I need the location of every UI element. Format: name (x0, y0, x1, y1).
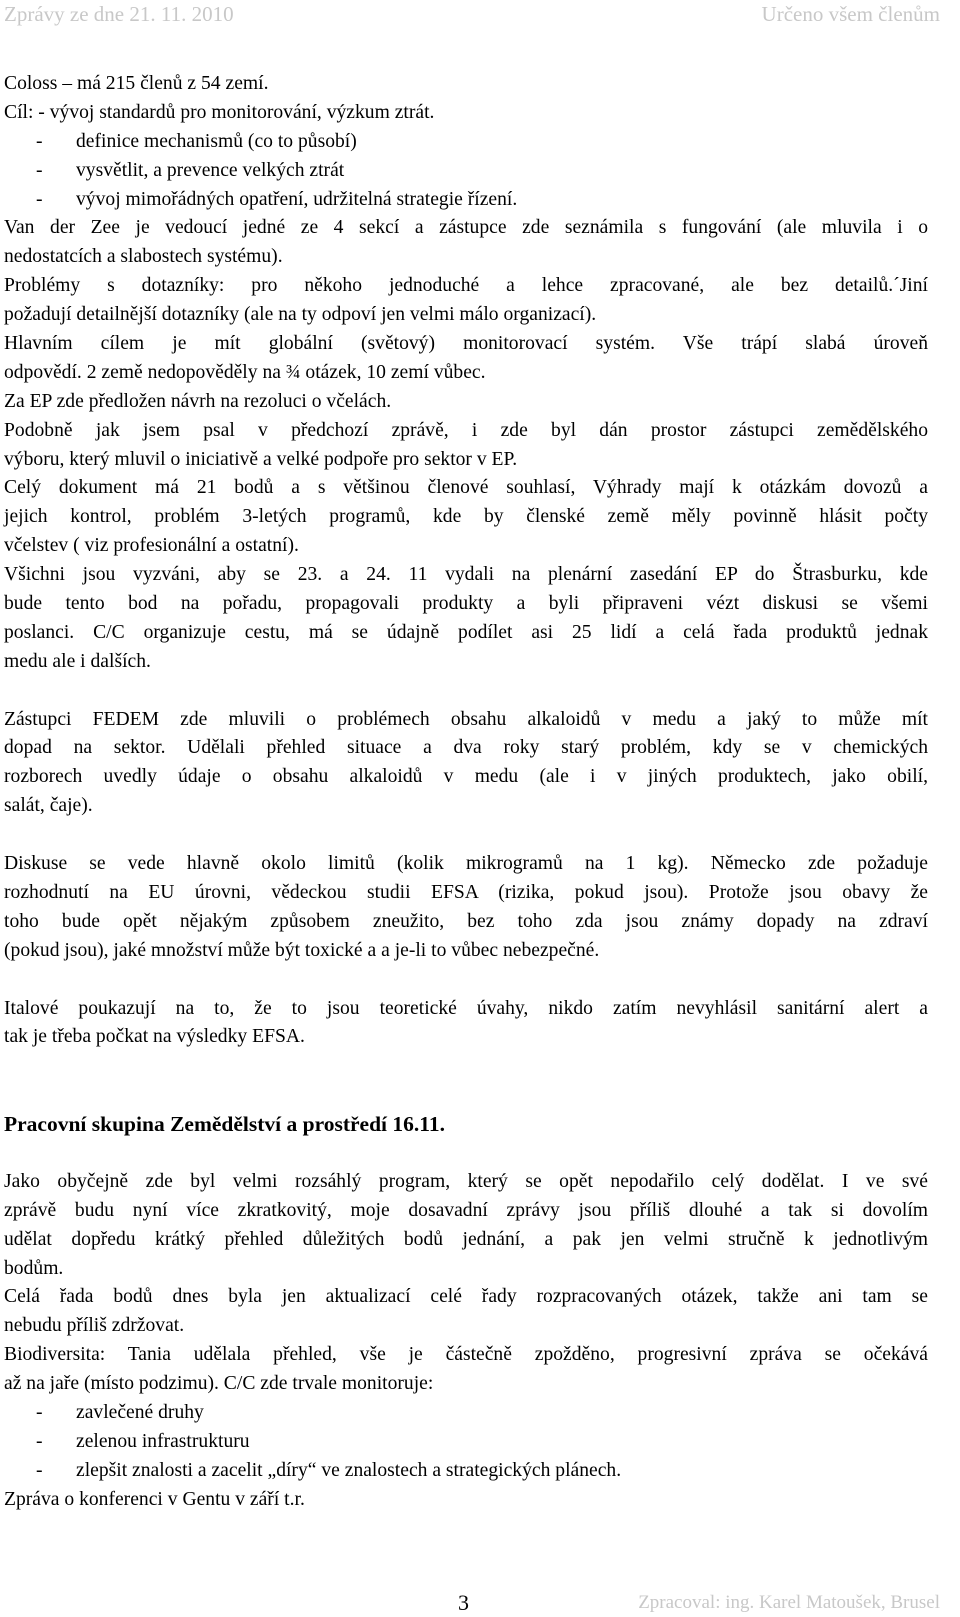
text-line: Jako obyčejně zde byl velmi rozsáhlý program, který se opět nepodařilo celý dodělat. I ve své (4, 1170, 928, 1192)
text-line: nebudu příliš zdržovat. (4, 1315, 185, 1337)
text-line: požadují detailnější dotazníky (ale na ty odpoví jen velmi málo organizací). (4, 304, 597, 326)
text-line: Italové poukazují na to, že to jsou teoretické úvahy, nikdo zatím nevyhlásil sanitární alert a (4, 997, 928, 1019)
text-line: Celá řada bodů dnes byla jen aktualizací celé řady rozpracovaných otázek, takže ani tam se (4, 1286, 928, 1308)
list-dash: - (36, 1401, 43, 1423)
text-line: zprávě budu nyní více zkratkovitý, moje dosavadní zprávy jsou příliš dlouhé a tak si dovolím (4, 1199, 928, 1221)
text-line: Van der Zee je vedoucí jedné ze 4 sekcí a zástupce zde seznámila s fungování (ale mluvila i o (4, 217, 928, 239)
list-item (4, 1399, 928, 1428)
header-audience: Určeno všem členům (761, 2, 940, 26)
list-dash: - (36, 1459, 43, 1481)
text-line: tak je třeba počkat na výsledky EFSA. (4, 1026, 305, 1048)
text-line: medu ale i dalších. (4, 650, 151, 672)
text-line: dopad na sektor. Udělali přehled situace a dva roky starý problém, kdy se v chemických (4, 737, 928, 759)
list-item (4, 128, 928, 157)
text-line: až na jaře (místo podzimu). C/C zde trvale monitoruje: (4, 1373, 434, 1395)
list-item-text: vysvětlit, a prevence velkých ztrát (76, 159, 345, 181)
footer-author: Zpracoval: ing. Karel Matoušek, Brusel (638, 1592, 940, 1613)
text-line: Zástupci FEDEM zde mluvili o problémech obsahu alkaloidů v medu a jaký to může mít (4, 708, 928, 730)
list-item-text: zavlečené druhy (76, 1401, 204, 1423)
list-item (4, 157, 928, 186)
text-line: nedostatcích a slabostech systému). (4, 246, 283, 268)
text-line: rozborech uvedly údaje o obsahu alkaloidů v medu (ale i v jiných produktech, jako obilí, (4, 766, 928, 788)
blank-line (4, 1052, 928, 1081)
text-line: udělat dopředu krátký přehled důležitých bodů jednání, a pak jen velmi stručně k jednotlivým (4, 1228, 928, 1250)
document-body (4, 70, 928, 1515)
blank-line (4, 1139, 928, 1168)
text-line: Problémy s dotazníky: pro někoho jednoduché a lehce zpracované, ale bez detailů.´Jiní (4, 275, 928, 297)
text-line: odpovědí. 2 země nedopověděly na ¾ otázek, 10 zemí vůbec. (4, 361, 486, 383)
text-line: bodům. (4, 1257, 64, 1279)
blank-line (4, 1081, 928, 1110)
text-line: Podobně jak jsem psal v předchozí zprávě, i zde byl dán prostor zástupci zemědělského (4, 419, 928, 441)
list-dash: - (36, 159, 43, 181)
text-line: Za EP zde předložen návrh na rezoluci o včelách. (4, 390, 392, 412)
header-date: Zprávy ze dne 21. 11. 2010 (4, 2, 234, 26)
blank-line (4, 677, 928, 706)
text-line: Zpráva o konferenci v Gentu v září t.r. (4, 1488, 305, 1510)
text-line: rozhodnutí na EU úrovni, vědeckou studii EFSA (rizika, pokud jsou). Protože jsou obavy že (4, 881, 928, 903)
blank-line (4, 966, 928, 995)
text-line: (pokud jsou), jaké množství může být toxické a a je-li to vůbec nebezpečné. (4, 939, 600, 961)
text-line: bude tento bod na pořadu, propagovali produkty a byli připraveni vézt diskusi se všemi (4, 593, 928, 615)
text-line: salát, čaje). (4, 795, 93, 817)
section-heading: Pracovní skupina Zemědělství a prostředí 16.11. (4, 1112, 445, 1137)
text-line: Celý dokument má 21 bodů a s většinou členové souhlasí, Výhrady mají k otázkám dovozů a (4, 477, 928, 499)
list-item-text: definice mechanismů (co to působí) (76, 130, 357, 152)
text-line: poslanci. C/C organizuje cestu, má se údajně podílet asi 25 lidí a celá řada produktů jednak (4, 621, 928, 643)
list-item (4, 186, 928, 215)
text-line: toho bude opět nějakým způsobem zneužito, bez toho zda jsou známy dopady na zdraví (4, 910, 928, 932)
list-dash: - (36, 1430, 43, 1452)
list-dash: - (36, 188, 43, 210)
blank-line (4, 821, 928, 850)
list-item-text: zlepšit znalosti a zacelit „díry“ ve znalostech a strategických plánech. (76, 1459, 622, 1481)
text-line: Biodiversita: Tania udělala přehled, vše je částečně zpožděno, progresivní zpráva se očekává (4, 1344, 928, 1366)
text-line: Hlavním cílem je mít globální (světový) monitorovací systém. Vše trápí slabá úroveň (4, 333, 928, 355)
text-line: výboru, který mluvil o iniciativě a velké podpoře pro sektor v EP. (4, 448, 518, 470)
text-line: Cíl: - vývoj standardů pro monitorování, výzkum ztrát. (4, 101, 435, 123)
page-number: 3 (458, 1590, 469, 1615)
text-line: Diskuse se vede hlavně okolo limitů (kolik mikrogramů na 1 kg). Německo zde požaduje (4, 853, 928, 875)
list-item-text: vývoj mimořádných opatření, udržitelná strategie řízení. (76, 188, 518, 210)
list-item (4, 1457, 928, 1486)
text-line: Coloss – má 215 členů z 54 zemí. (4, 73, 269, 94)
text-line: jejich kontrol, problém 3-letých programů, kde by členské země měly povinně hlásit počty (4, 506, 928, 528)
list-dash: - (36, 130, 43, 152)
list-item-text: zelenou infrastrukturu (76, 1430, 250, 1452)
text-line: včelstev ( viz profesionální a ostatní). (4, 535, 299, 557)
text-line: Všichni jsou vyzváni, aby se 23. a 24. 11 vydali na plenární zasedání EP do Štrasburku, kde (4, 564, 928, 586)
list-item (4, 1428, 928, 1457)
